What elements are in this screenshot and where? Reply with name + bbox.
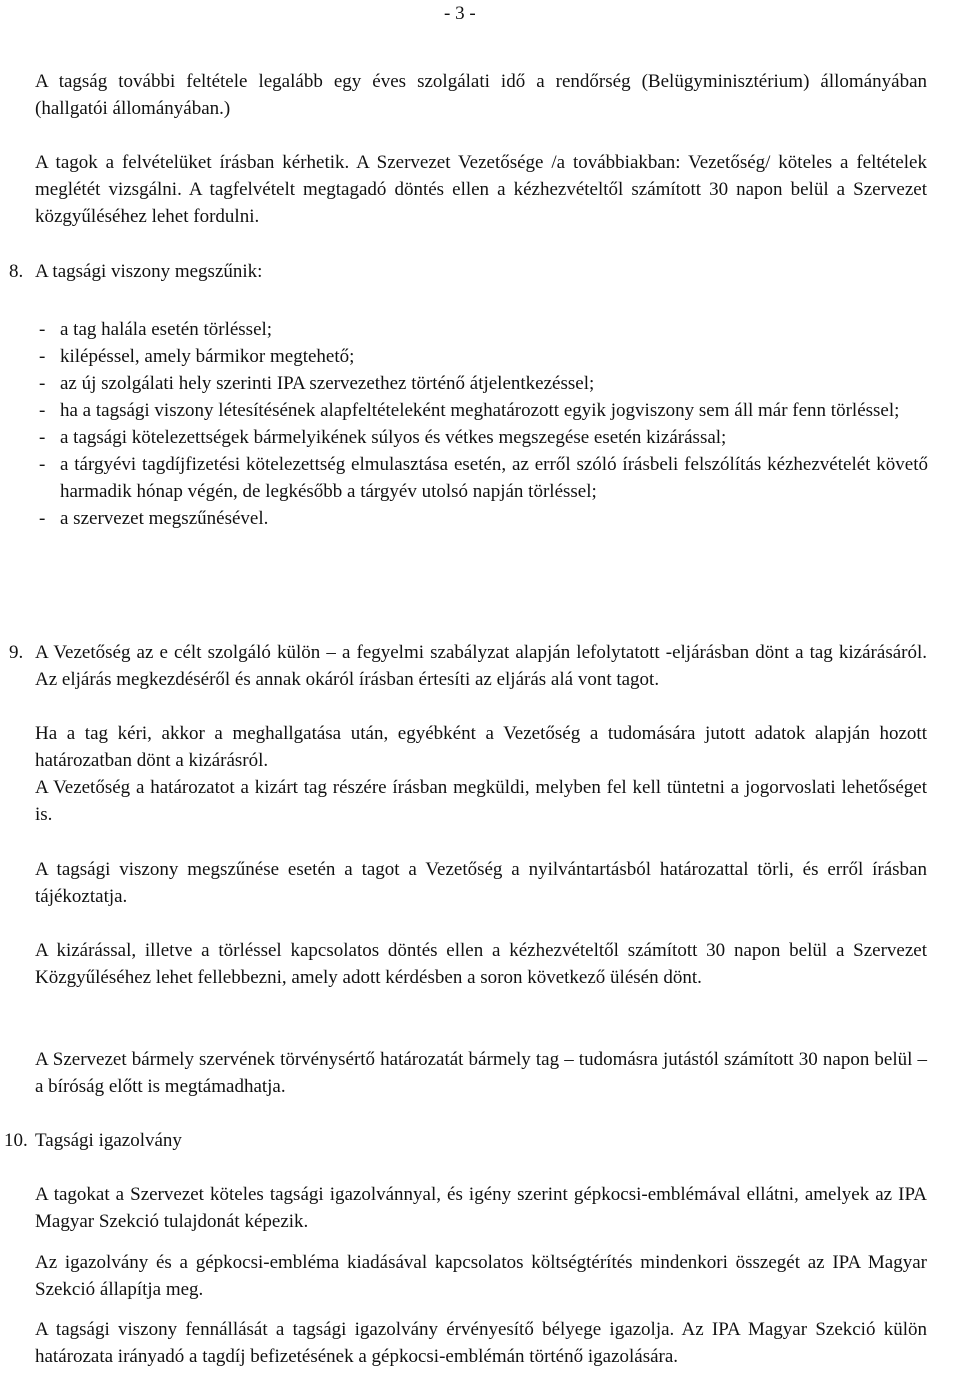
section-8-number: 8. <box>9 261 24 282</box>
section-9-number: 9. <box>9 642 24 663</box>
section-9-paragraph-2: Ha a tag kéri, akkor a meghallgatása után, egyébként a Vezetőség a tudomására jutott adatok alapján hozott határozatban dönt a kizárásról. <box>35 723 927 771</box>
list-item: - ha a tagsági viszony létesítésének alapfeltételeként meghatározott egyik jogviszony sem áll már fenn törléssel; <box>60 397 928 424</box>
section-10-paragraph-2: Az igazolvány és a gépkocsi-embléma kiadásával kapcsolatos költségtérítés mindenkori összegét az IPA Magyar Szekció állapítja meg. <box>35 1252 927 1300</box>
section-9-paragraph-3: A Vezetőség a határozatot a kizárt tag részére írásban megküldi, melyben fel kell tüntetni a jogorvoslati lehetőséget is. <box>35 777 927 825</box>
list-item: - a szervezet megszűnésével. <box>60 505 928 532</box>
section-8-list <box>60 316 928 532</box>
section-8-title: A tagsági viszony megszűnik: <box>35 261 263 282</box>
section-9-paragraph-1: A Vezetőség az e célt szolgáló külön – a fegyelmi szabályzat alapján lefolytatott -eljárásban dönt a tag kizárásáról. Az eljárás megkezdéséről és annak okáról írásban értesíti az eljárás alá vont tagot. <box>35 642 927 690</box>
section-9-paragraph-5: A kizárással, illetve a törléssel kapcsolatos döntés ellen a kézhezvételtől számított 30 napon belül a Szervezet Közgyűléséhez lehet fellebbezni, amely adott kérdésben a soron következő ülésén dönt. <box>35 940 927 988</box>
section-9-paragraph-4: A tagsági viszony megszűnése esetén a tagot a Vezetőség a nyilvántartásból határozattal törli, és erről írásban tájékoztatja. <box>35 859 927 907</box>
intro-paragraph-2: A tagok a felvételüket írásban kérhetik. A Szervezet Vezetősége /a továbbiakban: Vezetőség/ köteles a feltételek meglétét vizsgálni. A tagfelvételt megtagadó döntés ellen a kézhezvételtől számított 30 napon belül a Szervezet közgyűléséhez lehet fordulni. <box>35 152 927 227</box>
list-item: - a tagsági kötelezettségek bármelyikének súlyos és vétkes megszegése esetén kizárással; <box>60 424 928 451</box>
list-item: - kilépéssel, amely bármikor megtehető; <box>60 343 928 370</box>
section-10-paragraph-3: A tagsági viszony fennállását a tagsági igazolvány érvényesítő bélyege igazolja. Az IPA Magyar Szekció külön határozata irányadó a tagdíj befizetésének a gépkocsi-emblémán történő igazolására. <box>35 1319 927 1367</box>
page-number: - 3 - <box>444 3 476 24</box>
section-10-title: Tagsági igazolvány <box>35 1130 182 1151</box>
list-item: - a tárgyévi tagdíjfizetési kötelezettség elmulasztása esetén, az erről szóló írásbeli felszólítás kézhezvételét követő harmadik hónap végén, de legkésőbb a tárgyév utolsó napján törléssel; <box>60 451 928 505</box>
list-item: - a tag halála esetén törléssel; <box>60 316 928 343</box>
list-item: - az új szolgálati hely szerinti IPA szervezethez történő átjelentkezéssel; <box>60 370 928 397</box>
section-9-paragraph-6: A Szervezet bármely szervének törvénysértő határozatát bármely tag – tudomásra jutástól számított 30 napon belül – a bíróság előtt is megtámadhatja. <box>35 1049 927 1097</box>
section-10-number: 10. <box>4 1130 28 1151</box>
intro-paragraph-1: A tagság további feltétele legalább egy éves szolgálati idő a rendőrség (Belügyminisztérium) állományában (hallgatói állományában.) <box>35 71 927 119</box>
section-10-paragraph-1: A tagokat a Szervezet köteles tagsági igazolvánnyal, és igény szerint gépkocsi-emblémával ellátni, amelyek az IPA Magyar Szekció tulajdonát képezik. <box>35 1184 927 1232</box>
